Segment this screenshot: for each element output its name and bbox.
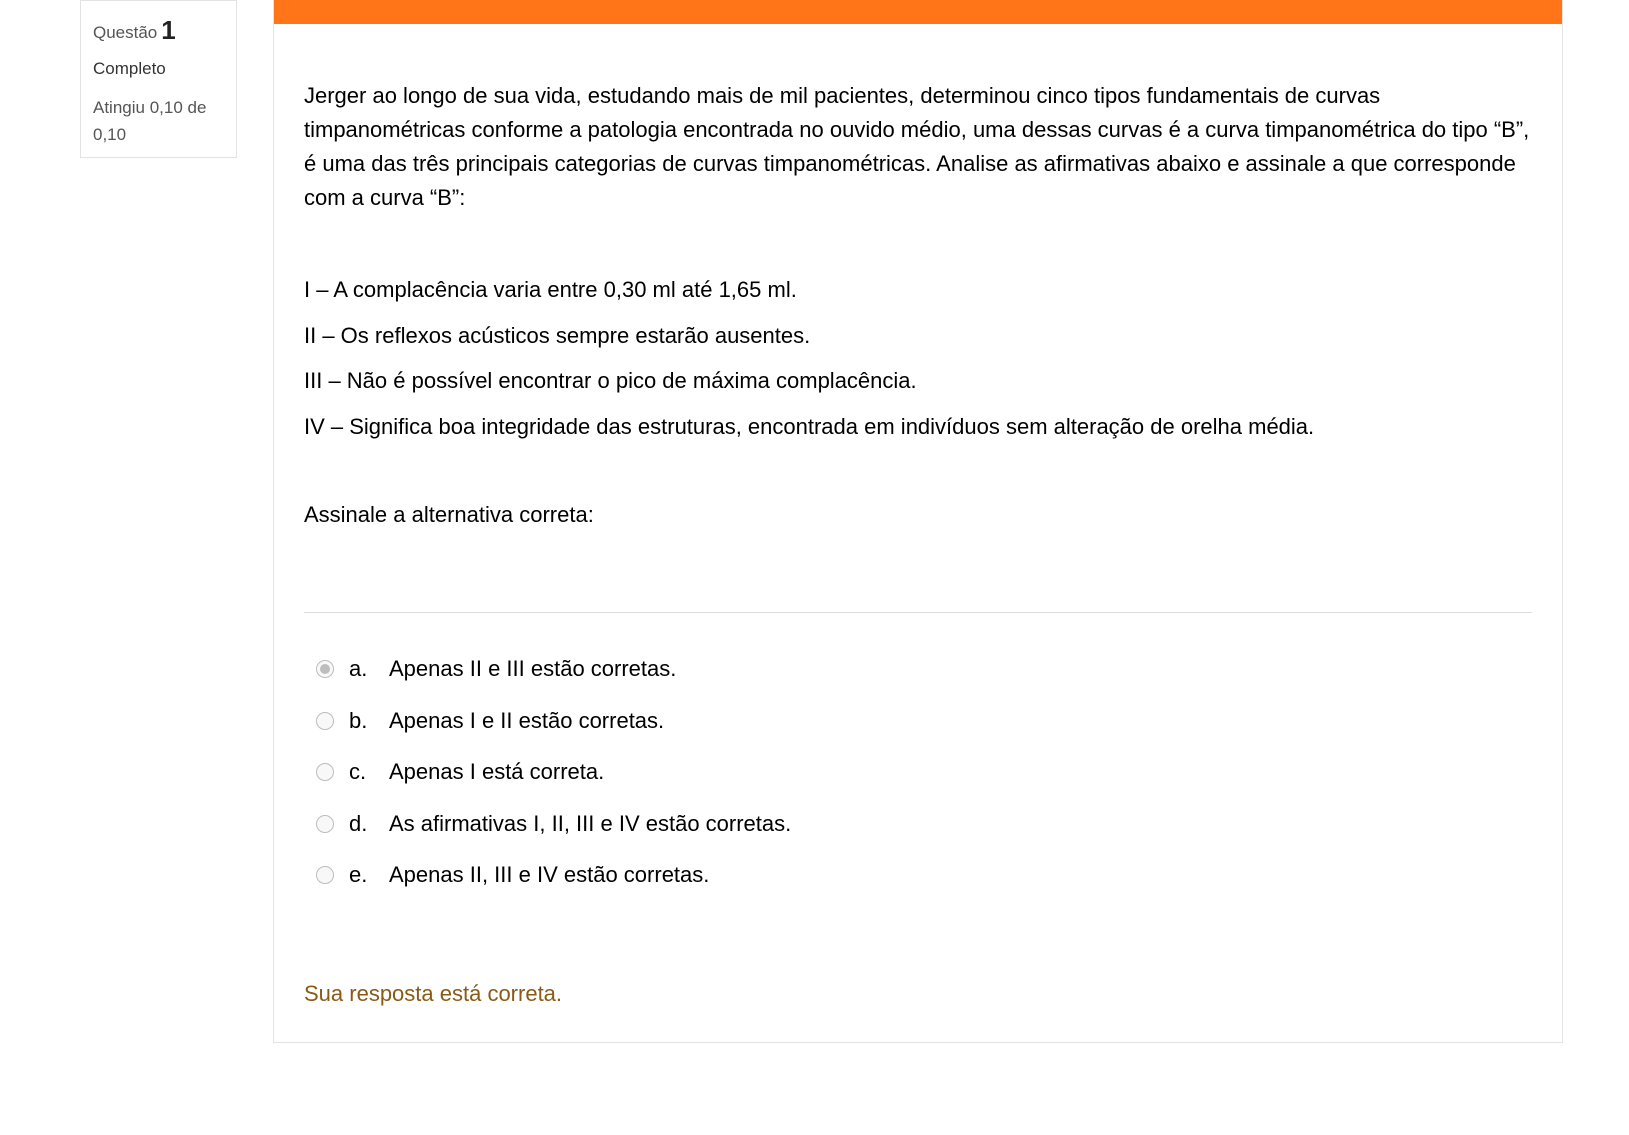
option-letter: e. — [349, 862, 368, 887]
answer-option-e[interactable] — [316, 852, 1516, 904]
radio-button[interactable] — [316, 660, 334, 678]
option-text[interactable]: As afirmativas I, II, III e IV estão corretas. — [389, 810, 792, 836]
statement-item: III – Não é possível encontrar o pico de máxima complacência. — [304, 368, 917, 393]
option-text[interactable]: Apenas II, III e IV estão corretas. — [389, 862, 710, 887]
option-letter: d. — [349, 810, 368, 836]
question-info-box — [80, 0, 237, 158]
question-instruction: Assinale a alternativa correta: — [304, 502, 594, 527]
question-content — [273, 0, 1563, 1043]
option-text[interactable]: Apenas II e III estão corretas. — [389, 656, 677, 681]
option-text[interactable]: Apenas I está correta. — [389, 759, 605, 784]
option-letter: b. — [349, 707, 368, 733]
answer-option-a[interactable] — [316, 646, 1516, 698]
statement-item: I – A complacência varia entre 0,30 ml até 1,65 ml. — [304, 277, 797, 302]
question-label: Questão — [93, 23, 158, 42]
question-grade: Atingiu 0,10 de 0,10 — [93, 98, 207, 144]
answer-feedback: Sua resposta está correta. — [304, 981, 563, 1006]
radio-button[interactable] — [316, 712, 334, 730]
statement-item: IV – Significa boa integridade das estruturas, encontrada em indivíduos sem alteração de orelha média. — [304, 413, 1315, 439]
answer-option-b[interactable] — [316, 698, 1516, 750]
question-state: Completo — [93, 59, 166, 78]
radio-button[interactable] — [316, 866, 334, 884]
option-letter: a. — [349, 656, 368, 681]
option-text[interactable]: Apenas I e II estão corretas. — [389, 707, 665, 733]
question-number-line — [93, 15, 224, 48]
option-letter: c. — [349, 759, 367, 784]
question-text: Jerger ao longo de sua vida, estudando mais de mil pacientes, determinou cinco tipos fundamentais de curvas timpanométricas conforme a patologia encontrada no ouvido médio, uma dessas curvas é a curva timpanométrica do tipo “B”, é uma das três principais categorias de curvas timpanométricas. Analise as afirmativas abaixo e assinale a que corresponde com a curva “B”: — [304, 83, 1530, 210]
answer-option-d[interactable] — [316, 801, 1516, 853]
answer-divider — [304, 612, 1532, 613]
statement-list — [304, 270, 1534, 452]
radio-button[interactable] — [316, 815, 334, 833]
radio-button[interactable] — [316, 763, 334, 781]
statement-item: II – Os reflexos acústicos sempre estarão ausentes. — [304, 322, 811, 348]
answer-option-c[interactable] — [316, 749, 1516, 801]
question-number: 1 — [161, 15, 176, 45]
content-accent-bar — [274, 0, 1562, 24]
answer-options — [316, 646, 1516, 904]
